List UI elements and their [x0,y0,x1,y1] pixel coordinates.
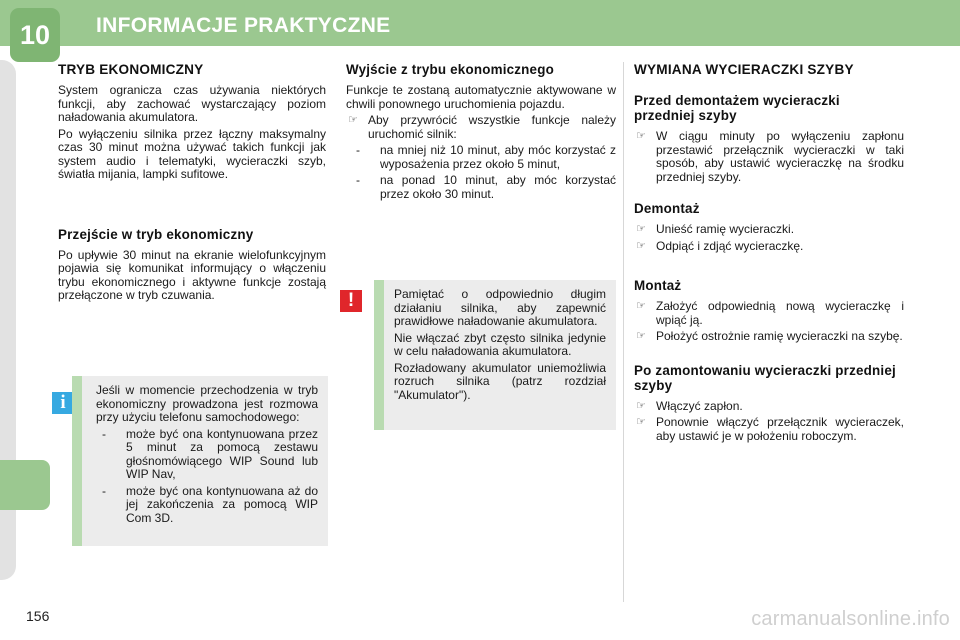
subsection-title: Demontaż [634,201,700,216]
page-title: INFORMACJE PRAKTYCZNE [96,14,391,37]
list-item [634,300,904,327]
list-item-text: może być ona kontynuowana aż do jej zakończenia za pomocą WIP Com 3D. [126,483,318,525]
paragraph: Po upływie 30 minut na ekranie wielofunkcyjnym pojawia się komunikat informujący o włączeniu trybu ekonomicznego i aktywne funkcje zostają przełączone w tryb czuwania. [58,247,326,302]
subsection-title: Po zamontowaniu wycieraczki przedniej szyby [634,362,896,393]
warning-box [374,280,616,430]
section-title-exit-eco: Wyjście z trybu ekonomicznego [346,62,554,77]
hand-pointer-icon: ☞ [636,416,646,428]
warning-paragraph: Rozładowany akumulator uniemożliwia rozruch silnika (patrz rozdział "Akumulator"). [394,360,606,402]
list-item-text: Aby przywrócić wszystkie funkcje należy uruchomić silnik: [368,113,616,141]
list-item-text: Odpiąć i zdjąć wycieraczkę. [656,238,804,253]
chapter-number: 10 [19,20,51,50]
info-icon: i [52,392,74,414]
list-item-text: może być ona kontynuowana przez 5 minut za pomocą zestawu głośnomówiącego WIP Sound lub WIP Nav, [126,426,318,481]
hand-pointer-icon: ☞ [636,399,646,412]
hand-pointer-icon: ☞ [636,223,646,235]
list-item-text: Ponownie włączyć przełącznik wycieraczek, aby ustawić je w położeniu roboczym. [656,415,904,443]
dash-mark: - [102,483,106,498]
watermark: carmanualsonline.info [751,608,950,630]
list-item-text: Położyć ostrożnie ramię wycieraczki na szybę. [656,329,903,343]
list-item-text: na ponad 10 minut, aby móc korzystać przez około 30 minut. [380,173,616,201]
list-item [634,240,904,254]
section-title-enter-eco: Przejście w tryb ekonomiczny [58,226,254,242]
list-item-text: na mniej niż 10 minut, aby móc korzystać z wyposażenia przez około 5 minut, [380,143,616,171]
dash-mark: - [102,426,106,441]
subsection-title: Montaż [634,278,682,293]
hand-pointer-icon: ☞ [636,300,646,312]
warning-icon: ! [340,290,362,312]
section-title-eco-mode: TRYB EKONOMICZNY [58,62,204,77]
list-item [96,485,318,526]
list-item-text: W ciągu minuty po wyłączeniu zapłonu przestawić przełącznik wycieraczki w taki sposób, aby ustawić wycieraczkę na środku przedniej szyby. [656,129,904,184]
column-1 [58,62,326,306]
dash-mark: - [356,143,360,157]
column-divider [623,62,624,602]
list-item [634,416,904,443]
list-item-text: Unieść ramię wycieraczki. [656,222,795,236]
list-item [346,114,616,141]
column-2 [346,62,616,204]
list-item [346,174,616,201]
list-item [634,130,904,184]
dash-mark: - [356,173,360,187]
paragraph: Funkcje te zostaną automatycznie aktywowane w chwili ponownego uruchomienia pojazdu. [346,83,616,111]
list-item [346,144,616,171]
hand-pointer-icon: ☞ [636,330,646,342]
hand-pointer-icon: ☞ [348,114,358,126]
column-3 [634,62,904,446]
page-number: 156 [26,608,50,624]
list-item [634,223,904,237]
subsection-title: Przed demontażem wycieraczki przedniej szyby [634,93,840,123]
side-chapter-marker [0,460,50,510]
chapter-tab [10,8,60,62]
info-box [72,376,328,546]
list-item-text: Włączyć zapłon. [656,398,743,413]
list-item [634,330,904,344]
paragraph: Po wyłączeniu silnika przez łączny maksymalny czas 30 minut można używać takich funkcji jak system audio i telematyki, wycieraczki szyb, światła mijania, lampki sufitowe. [58,126,326,181]
info-intro: Jeśli w momencie przechodzenia w tryb ekonomiczny prowadzona jest rozmowa przy użyciu telefonu samochodowego: [96,383,318,424]
paragraph: System ogranicza czas używania niektórych funkcji, aby zachować wystarczający poziom naładowania akumulatora. [58,83,326,124]
hand-pointer-icon: ☞ [636,130,646,142]
hand-pointer-icon: ☞ [636,239,646,252]
list-item [634,400,904,414]
section-title-wiper-replacement: WYMIANA WYCIERACZKI SZYBY [634,62,854,77]
list-item-text: Założyć odpowiednią nową wycieraczkę i wpiąć ją. [656,299,904,327]
list-item [96,428,318,482]
warning-paragraph: Nie włączać zbyt często silnika jedynie w celu naładowania akumulatora. [394,330,606,358]
warning-paragraph: Pamiętać o odpowiednio długim działaniu silnika, aby zapewnić prawidłowe naładowanie akumulatora. [394,287,606,328]
